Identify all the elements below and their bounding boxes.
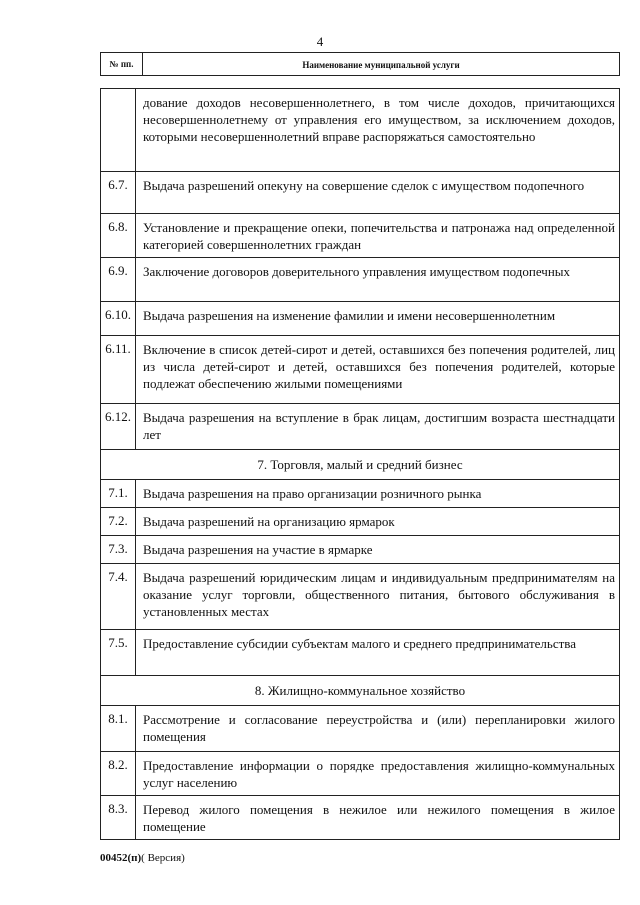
row-number: 7.1. (108, 485, 128, 500)
column-header-number: № пп. (101, 53, 143, 75)
table-row (101, 535, 619, 563)
row-text: Заключение договоров доверительного управления имуществом подопечных (143, 264, 571, 279)
row-number: 7.3. (108, 541, 128, 556)
row-text: Выдача разрешений юридическим лицам и индивидуальным предпринимателям на оказание услуг торговли, общественного питания, бытового обслуживания в установленных местах (143, 570, 615, 619)
column-header-service-name: Наименование муниципальной услуги (302, 60, 460, 70)
table-row (101, 171, 619, 213)
column-separator (135, 479, 136, 675)
row-text: Установление и прекращение опеки, попечительства и патронажа над определенной категорией совершеннолетних граждан (143, 220, 615, 252)
row-text: Перевод жилого помещения в нежилое или нежилого помещения в жилое помещение (143, 802, 615, 834)
document-footer (100, 852, 185, 864)
table-row (101, 507, 619, 535)
row-text: Рассмотрение и согласование переустройства и (или) перепланировки жилого помещения (143, 712, 615, 744)
services-table (100, 88, 620, 840)
section-heading-housing: 8. Жилищно-коммунальное хозяйство (101, 675, 619, 705)
table-row (101, 629, 619, 675)
document-code: 00452(п) (100, 852, 142, 864)
row-text: Предоставление субсидии субъектам малого и среднего предпринимательства (143, 636, 577, 651)
table-header (100, 52, 620, 76)
row-text: дование доходов несовершеннолетнего, в том числе доходов, причитающихся несовершеннолетнему от управления его имуществом, за исключением доходов, которыми несовершеннолетний вправе распоряжаться самостоятельно (143, 95, 615, 144)
table-row (101, 705, 619, 751)
table-row (101, 335, 619, 403)
table-row (101, 479, 619, 507)
table-row (101, 403, 619, 449)
row-number: 6.12. (105, 409, 131, 424)
column-separator (135, 705, 136, 839)
row-number: 8.1. (108, 711, 128, 726)
row-number: 8.3. (108, 801, 128, 816)
document-version: ( Версия) (141, 852, 185, 864)
row-number: 6.10. (105, 307, 131, 322)
table-row (101, 563, 619, 629)
section-heading-trade: 7. Торговля, малый и средний бизнес (101, 449, 619, 479)
table-row (101, 257, 619, 301)
row-number (101, 89, 135, 94)
row-number: 6.7. (108, 177, 128, 192)
row-text: Включение в список детей-сирот и детей, оставшихся без попечения родителей, лиц из числа детей-сирот и детей, оставшихся без попечения родителей, которые подлежат обеспечению жилыми помещениями (143, 342, 615, 391)
row-number: 7.4. (108, 569, 128, 584)
table-row (101, 751, 619, 795)
table-row (101, 89, 619, 171)
row-text: Предоставление информации о порядке предоставления жилищно-коммунальных услуг населению (143, 758, 615, 790)
row-number: 6.8. (108, 219, 128, 234)
row-text: Выдача разрешения на изменение фамилии и имени несовершеннолетним (143, 308, 556, 323)
row-text: Выдача разрешения на право организации розничного рынка (143, 486, 482, 501)
row-text: Выдача разрешения на вступление в брак лицам, достигшим возраста шестнадцати лет (143, 410, 615, 442)
row-number: 7.5. (108, 635, 128, 650)
table-row (101, 795, 619, 839)
row-number: 8.2. (108, 757, 128, 772)
row-text: Выдача разрешения на участие в ярмарке (143, 542, 373, 557)
table-row (101, 213, 619, 257)
row-text: Выдача разрешений на организацию ярмарок (143, 514, 395, 529)
row-number: 6.11. (105, 341, 131, 356)
page-number: 4 (316, 34, 324, 49)
row-number: 6.9. (108, 263, 128, 278)
row-number: 7.2. (108, 513, 128, 528)
row-text: Выдача разрешений опекуну на совершение сделок с имуществом подопечного (143, 178, 585, 193)
table-row (101, 301, 619, 335)
